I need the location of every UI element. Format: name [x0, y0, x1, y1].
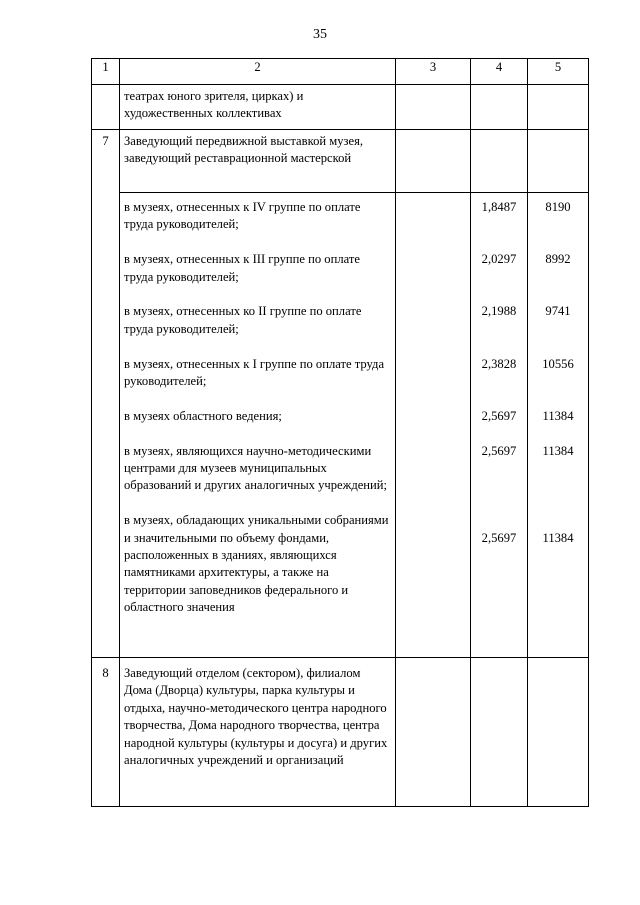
coefficient-value: 2,3828: [481, 356, 517, 371]
position-description: театрах юного зрителя, цирках) и художественных коллективах: [120, 85, 396, 130]
category-item: в музеях, отнесенных к I группе по оплате труда руководителей;: [124, 356, 385, 389]
empty-cell: [396, 85, 471, 130]
empty-cell: [396, 130, 471, 193]
coefficient-column: [471, 193, 528, 658]
coefficient-value: 2,0297: [481, 252, 517, 267]
empty-cell: [471, 85, 528, 130]
empty-cell: [396, 193, 471, 658]
empty-cell: [528, 130, 589, 193]
header-col-4: 4: [471, 59, 528, 85]
category-item: в музеях, обладающих уникальными собраниями и значительными по объему фондами, расположенных в зданиях, являющихся памятниками архитектуры, а также на территории заповедников федерального и областного значения: [124, 513, 389, 615]
salary-value: 10556: [542, 356, 574, 371]
category-item: в музеях, отнесенных к IV группе по оплате труда руководителей;: [124, 200, 361, 232]
category-item: в музеях, отнесенных ко II группе по оплате труда руководителей;: [124, 304, 362, 336]
salary-value: 9741: [545, 304, 571, 319]
coefficient-value: 2,5697: [481, 530, 517, 545]
category-item: в музеях, отнесенных к III группе по оплате труда руководителей;: [124, 252, 360, 284]
empty-cell: [528, 85, 589, 130]
position-description: Заведующий отделом (сектором), филиалом Дома (Дворца) культуры, парка культуры и отдыха, научно-методического центра народного творчества, Дома народного творчества, центра народной культуры (культуры и досуга) и других аналогичных учреждений и организаций: [120, 658, 396, 807]
salary-table: [91, 58, 589, 807]
coefficient-value: 2,1988: [481, 304, 517, 319]
page-number: 35: [313, 27, 327, 42]
salary-value: 8992: [545, 252, 571, 267]
empty-cell: [528, 658, 589, 807]
museum-category-list: [120, 193, 396, 658]
table-row-7-items: [92, 193, 589, 658]
salary-value: 8190: [545, 200, 571, 214]
table-row-8: [92, 658, 589, 807]
coefficient-value: 2,5697: [481, 408, 517, 423]
position-title: Заведующий передвижной выставкой музея, заведующий реставрационной мастерской: [120, 130, 396, 193]
category-item: в музеях, являющихся научно-методическими центрами для музеев муниципальных образований и других аналогичных учреждений;: [124, 443, 388, 493]
header-col-5: 5: [528, 59, 589, 85]
table-row-continuation: [92, 85, 589, 130]
salary-value: 11384: [542, 408, 574, 423]
salary-value: 11384: [542, 443, 574, 458]
category-item: в музеях областного ведения;: [124, 408, 282, 423]
empty-cell: [396, 658, 471, 807]
row-number: 7: [92, 130, 120, 658]
table-header-row: [92, 59, 589, 85]
row-number: [92, 85, 120, 130]
row-number: 8: [92, 658, 120, 807]
empty-cell: [471, 130, 528, 193]
salary-column: [528, 193, 589, 658]
coefficient-value: 2,5697: [481, 443, 517, 458]
empty-cell: [471, 658, 528, 807]
header-col-2: 2: [120, 59, 396, 85]
header-col-3: 3: [396, 59, 471, 85]
table-row-7-title: [92, 130, 589, 193]
header-col-1: 1: [92, 59, 120, 85]
salary-value: 11384: [542, 530, 574, 545]
coefficient-value: 1,8487: [481, 200, 517, 214]
